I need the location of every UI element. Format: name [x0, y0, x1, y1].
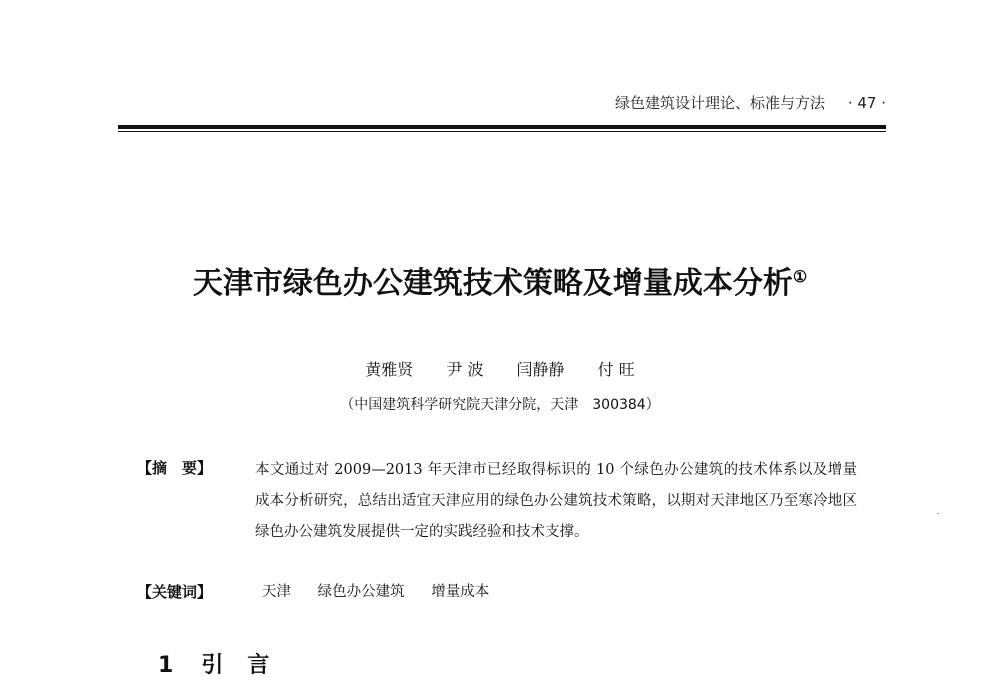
- abstract-label: 【摘 要】: [137, 459, 213, 477]
- keyword: 天津: [262, 584, 291, 600]
- keywords-label: 【关键词】: [137, 583, 213, 601]
- title-footnote-mark: ①: [792, 267, 808, 286]
- scan-speck: [937, 513, 939, 514]
- header-rule-thick: [118, 125, 886, 129]
- running-head: [120, 92, 886, 113]
- section-number: 1: [158, 653, 174, 678]
- paper-title-text: 天津市绿色办公建筑技术策略及增量成本分析: [192, 266, 793, 301]
- author-name: 付 旺: [597, 360, 635, 379]
- author-name: 闫静静: [516, 360, 565, 379]
- keyword: 绿色办公建筑: [317, 584, 405, 600]
- header-rule-thin: [118, 131, 886, 132]
- author-list: [0, 357, 1000, 380]
- keyword: 增量成本: [431, 584, 490, 600]
- affiliation: （中国建筑科学研究院天津分院，天津 300384）: [340, 397, 660, 413]
- running-head-series: 绿色建筑设计理论、标准与方法: [615, 94, 826, 112]
- section-title: 引言: [201, 653, 294, 678]
- abstract-text: 本文通过对 2009—2013 年天津市已经取得标识的 10 个绿色办公建筑的技术体系以及增量成本分析研究，总结出适宜天津应用的绿色办公建筑技术策略，以期对天津地区乃至寒冷地区绿色办公建筑发展提供一定的实践经验和技术支撑。: [255, 462, 857, 540]
- author-name: 黄雅贤: [365, 360, 414, 379]
- page-number: · 47 ·: [847, 94, 886, 112]
- keywords-list: [262, 580, 511, 601]
- paper-title: [0, 258, 1000, 302]
- section-heading: [158, 648, 293, 679]
- author-name: 尹 波: [446, 360, 484, 379]
